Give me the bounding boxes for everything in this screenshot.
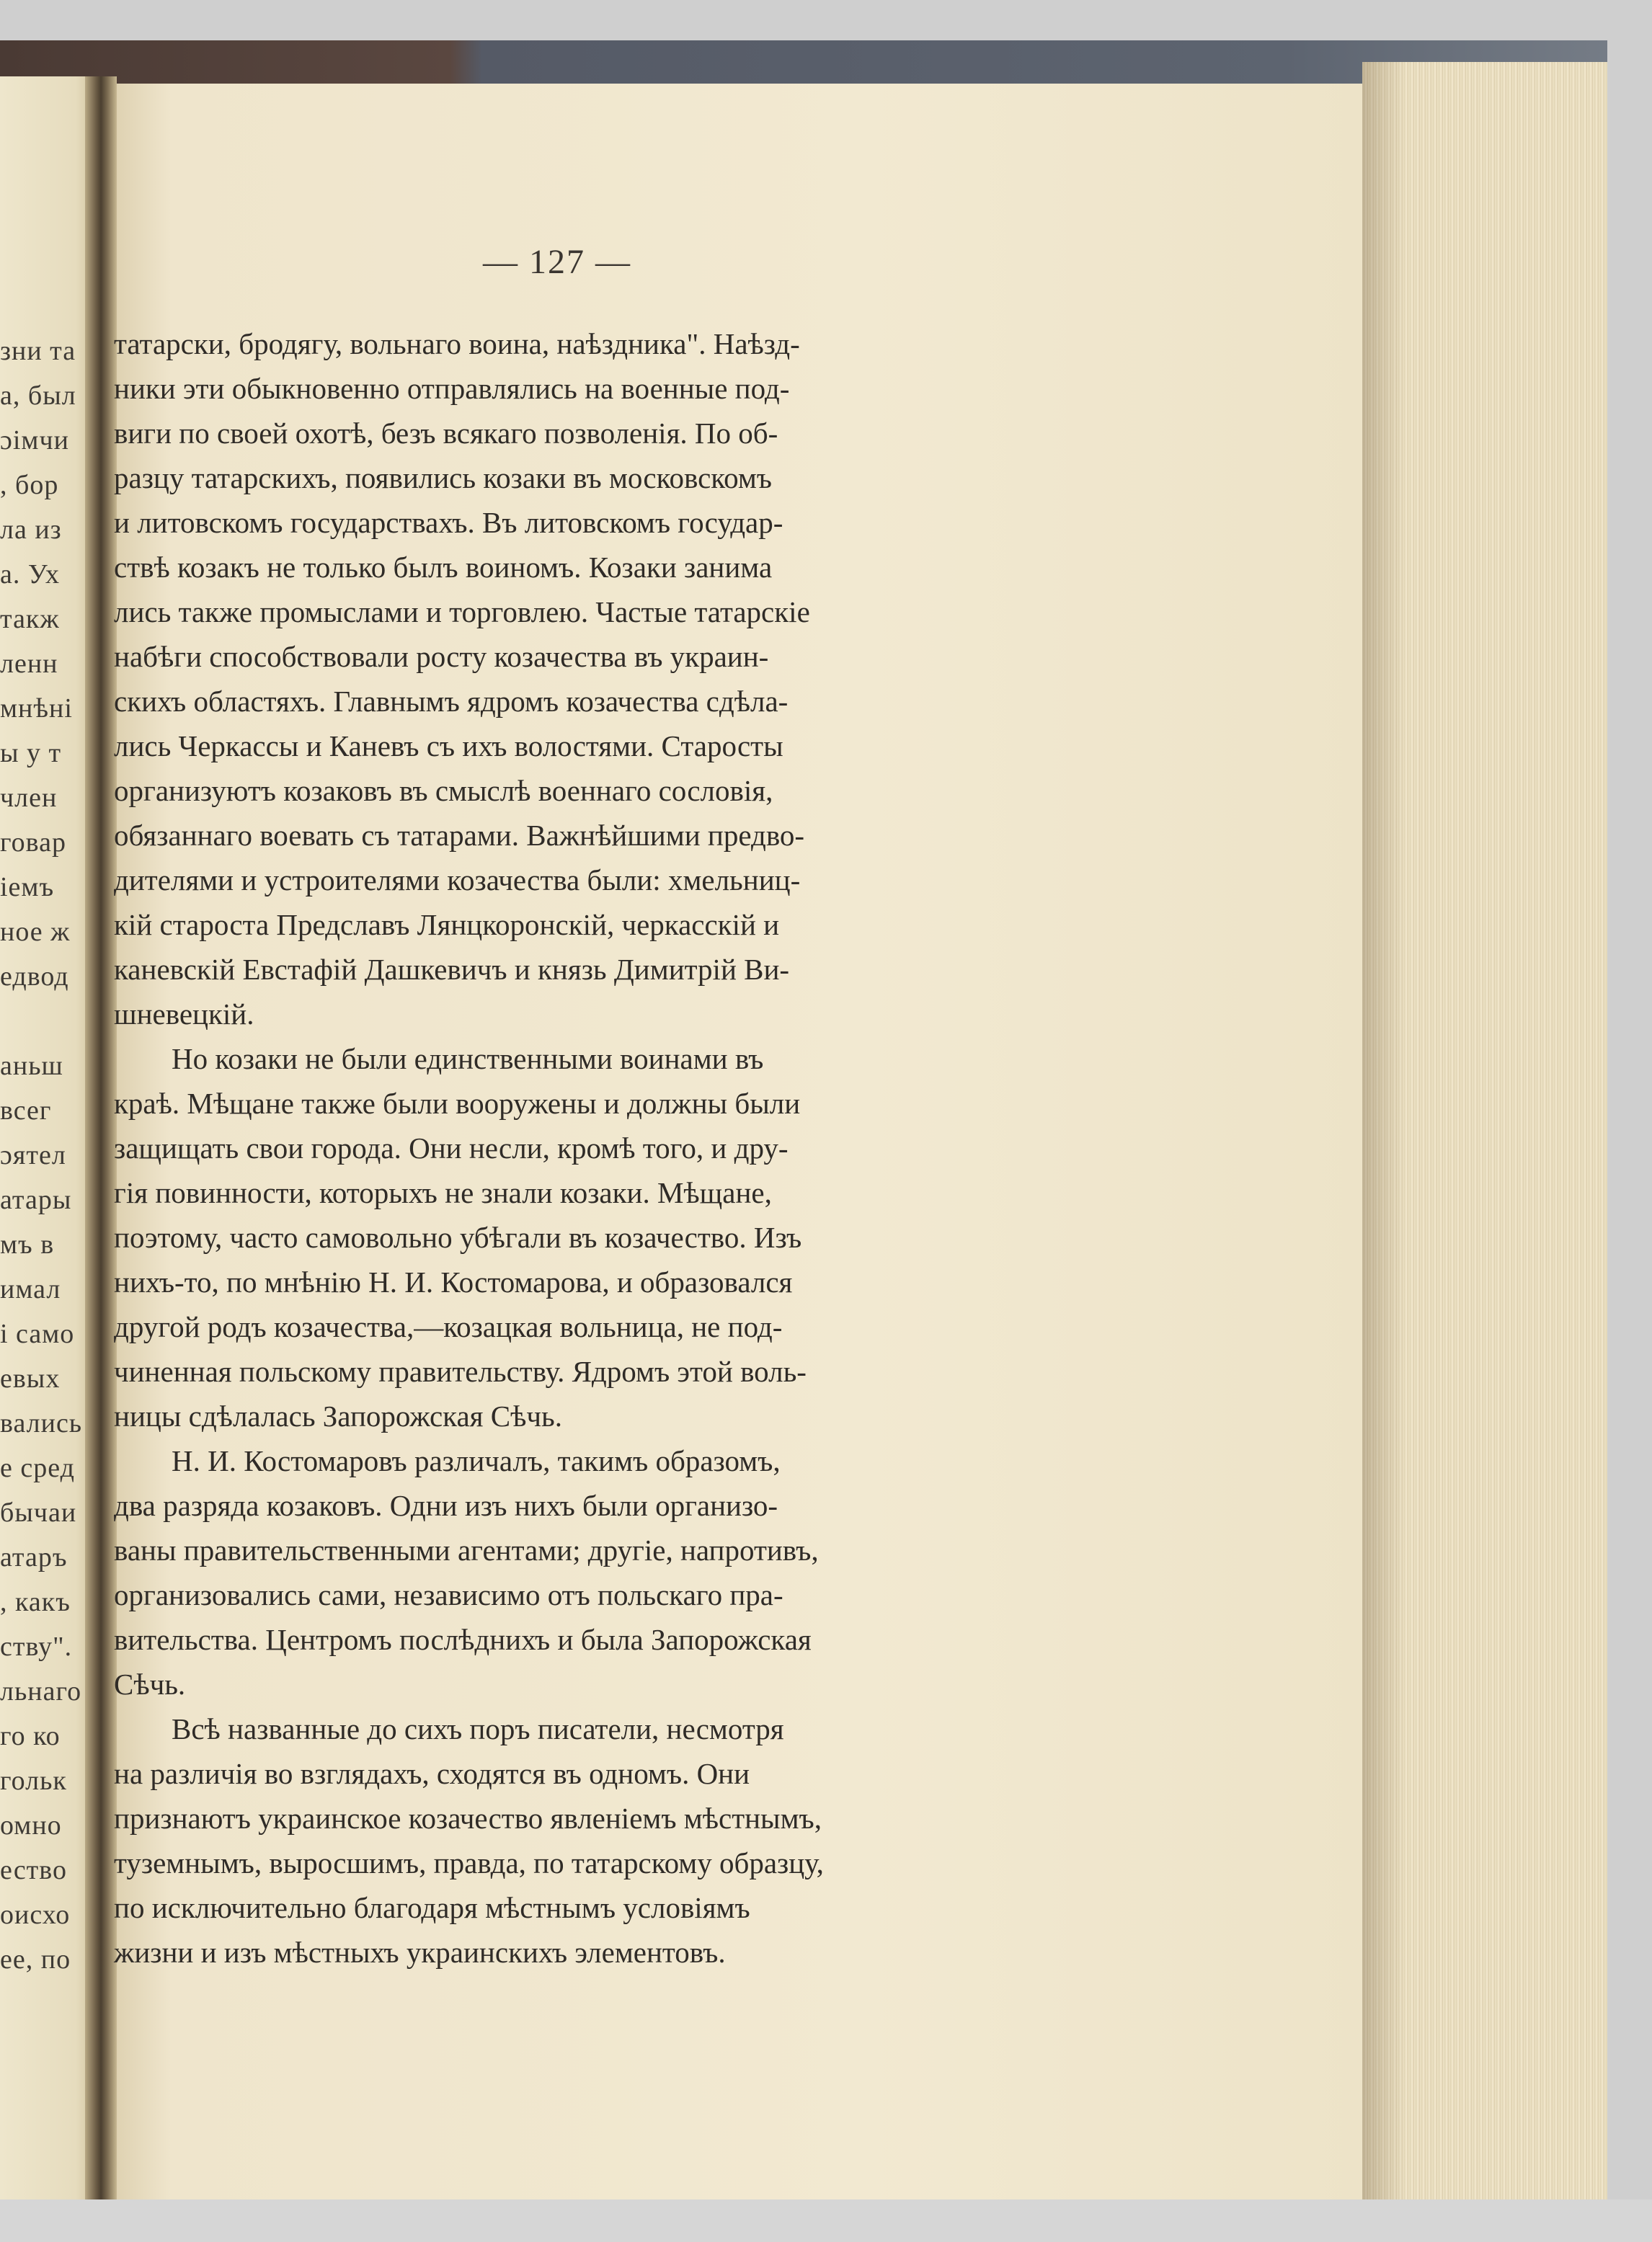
text-line: краѣ. Мѣщане также были вооружены и должны были: [114, 1087, 801, 1120]
paragraph: [114, 1707, 1091, 1975]
text-line: ницы сдѣлалась Запорожская Сѣчь.: [114, 1400, 562, 1433]
left-edge-line: всег: [0, 1095, 52, 1126]
left-edge-line: такж: [0, 604, 60, 634]
text-line: разцу татарскихъ, появились козаки въ московскомъ: [114, 461, 772, 494]
text-line: дителями и устроителями козачества были: хмельниц-: [114, 863, 801, 897]
text-line: жизни и изъ мѣстныхъ украинскихъ элементовъ.: [114, 1936, 726, 1969]
text-line: Но козаки не были единственными воинами въ: [172, 1042, 764, 1075]
text-line: ствѣ козакъ не только былъ воиномъ. Козаки занима: [114, 551, 773, 584]
left-edge-line: говар: [0, 827, 66, 858]
text-line: по исключительно благодаря мѣстнымъ условіямъ: [114, 1891, 750, 1924]
text-line: лись Черкассы и Каневъ съ ихъ волостями. Старосты: [114, 729, 783, 762]
text-line: другой родъ козачества,—козацкая вольница, не под-: [114, 1310, 783, 1343]
text-line: нихъ-то, по мнѣнію Н. И. Костомарова, и образовался: [114, 1265, 793, 1299]
left-edge-line: ество: [0, 1855, 67, 1885]
text-line: гія повинности, которыхъ не знали козаки. Мѣщане,: [114, 1176, 772, 1209]
page-number: — 127 —: [483, 243, 631, 281]
left-edge-line: мъ в: [0, 1229, 55, 1260]
left-edge-line: мнѣні: [0, 693, 73, 724]
left-edge-line: едвод: [0, 961, 69, 992]
scan-bottom-margin: [0, 2199, 1652, 2242]
text-line: туземнымъ, выросшимъ, правда, по татарскому образцу,: [114, 1846, 824, 1880]
left-edge-line: ɔятел: [0, 1140, 66, 1170]
left-edge-line: ленн: [0, 649, 58, 679]
left-edge-line: го ко: [0, 1721, 61, 1751]
text-line: поэтому, часто самовольно убѣгали въ козачество. Изъ: [114, 1221, 802, 1254]
left-edge-line: ству".: [0, 1632, 73, 1662]
left-edge-line: аньш: [0, 1051, 63, 1081]
left-edge-line: имал: [0, 1274, 61, 1304]
text-line: виги по своей охотѣ, безъ всякаго позволенія. По об-: [114, 417, 778, 450]
left-edge-line: льнаго: [0, 1676, 82, 1707]
text-line: организуютъ козаковъ въ смыслѣ военнаго сословія,: [114, 774, 773, 807]
body-text: [114, 321, 1091, 1975]
left-edge-line: атары: [0, 1185, 72, 1215]
left-edge-line: член: [0, 783, 58, 813]
page-block-fore-edge: [1362, 62, 1607, 2199]
text-line: каневскій Евстафій Дашкевичъ и князь Димитрій Ви-: [114, 953, 790, 986]
text-line: обязаннаго воевать съ татарами. Важнѣйшими предво-: [114, 819, 805, 852]
text-line: чиненная польскому правительству. Ядромъ этой воль-: [114, 1355, 807, 1388]
text-line: ники эти обыкновенно отправлялись на военные под-: [114, 372, 790, 405]
paragraph: [114, 1438, 1091, 1707]
left-edge-line: а. Ух: [0, 559, 60, 590]
text-line: Всѣ названные до сихъ поръ писатели, несмотря: [172, 1712, 784, 1745]
text-line: организовались сами, независимо отъ польскаго пра-: [114, 1578, 783, 1611]
left-edge-line: а, был: [0, 381, 76, 411]
left-edge-line: оисхо: [0, 1900, 71, 1930]
book-gutter: [85, 76, 117, 2199]
text-line: вительства. Центромъ послѣднихъ и была Запорожская: [114, 1623, 812, 1656]
text-line: шневецкій.: [114, 997, 254, 1031]
text-line: татарски, бродягу, вольнаго воина, наѣздника". Наѣзд-: [114, 327, 800, 360]
paragraph: [114, 321, 1091, 1036]
text-line: защищать свои города. Они несли, кромѣ того, и дру-: [114, 1131, 789, 1165]
scanned-book-spread: [0, 40, 1607, 2199]
paragraph: [114, 1036, 1091, 1438]
left-edge-line: зни та: [0, 336, 76, 366]
text-line: скихъ областяхъ. Главнымъ ядромъ козачества сдѣла-: [114, 685, 789, 718]
left-edge-line: ее, по: [0, 1944, 71, 1975]
text-line: признаютъ украинское козачество явленіемъ мѣстнымъ,: [114, 1802, 822, 1835]
left-edge-line: гольк: [0, 1766, 67, 1796]
left-edge-line: омно: [0, 1810, 62, 1841]
left-edge-line: евых: [0, 1364, 61, 1394]
text-line: Н. И. Костомаровъ различалъ, такимъ образомъ,: [172, 1444, 781, 1477]
left-edge-line: атаръ: [0, 1542, 68, 1572]
left-edge-line: бычаи: [0, 1498, 77, 1528]
left-edge-line: вались: [0, 1408, 83, 1438]
text-line: два разряда козаковъ. Одни изъ нихъ были организо-: [114, 1489, 778, 1522]
text-line: на различія во взглядахъ, сходятся въ одномъ. Они: [114, 1757, 750, 1790]
left-edge-line: ное ж: [0, 917, 71, 947]
left-edge-line: ɔімчи: [0, 425, 69, 455]
text-line: и литовскомъ государствахъ. Въ литовскомъ государ-: [114, 506, 783, 539]
left-edge-line: ы у т: [0, 738, 62, 768]
left-edge-line: іемъ: [0, 872, 55, 902]
text-line: ваны правительственными агентами; другіе, напротивъ,: [114, 1534, 819, 1567]
left-edge-line: , бор: [0, 470, 59, 500]
left-edge-line: і само: [0, 1319, 75, 1349]
left-edge-line: , какъ: [0, 1587, 71, 1617]
text-line: набѣги способствовали росту козачества въ украин-: [114, 640, 769, 673]
text-line: лись также промыслами и торговлею. Частые татарскіе: [114, 595, 810, 628]
left-edge-line: е сред: [0, 1453, 75, 1483]
text-line: Сѣчь.: [114, 1668, 186, 1701]
text-line: кій староста Предславъ Лянцкоронскій, черкасскій и: [114, 908, 780, 941]
left-edge-line: ла из: [0, 515, 62, 545]
